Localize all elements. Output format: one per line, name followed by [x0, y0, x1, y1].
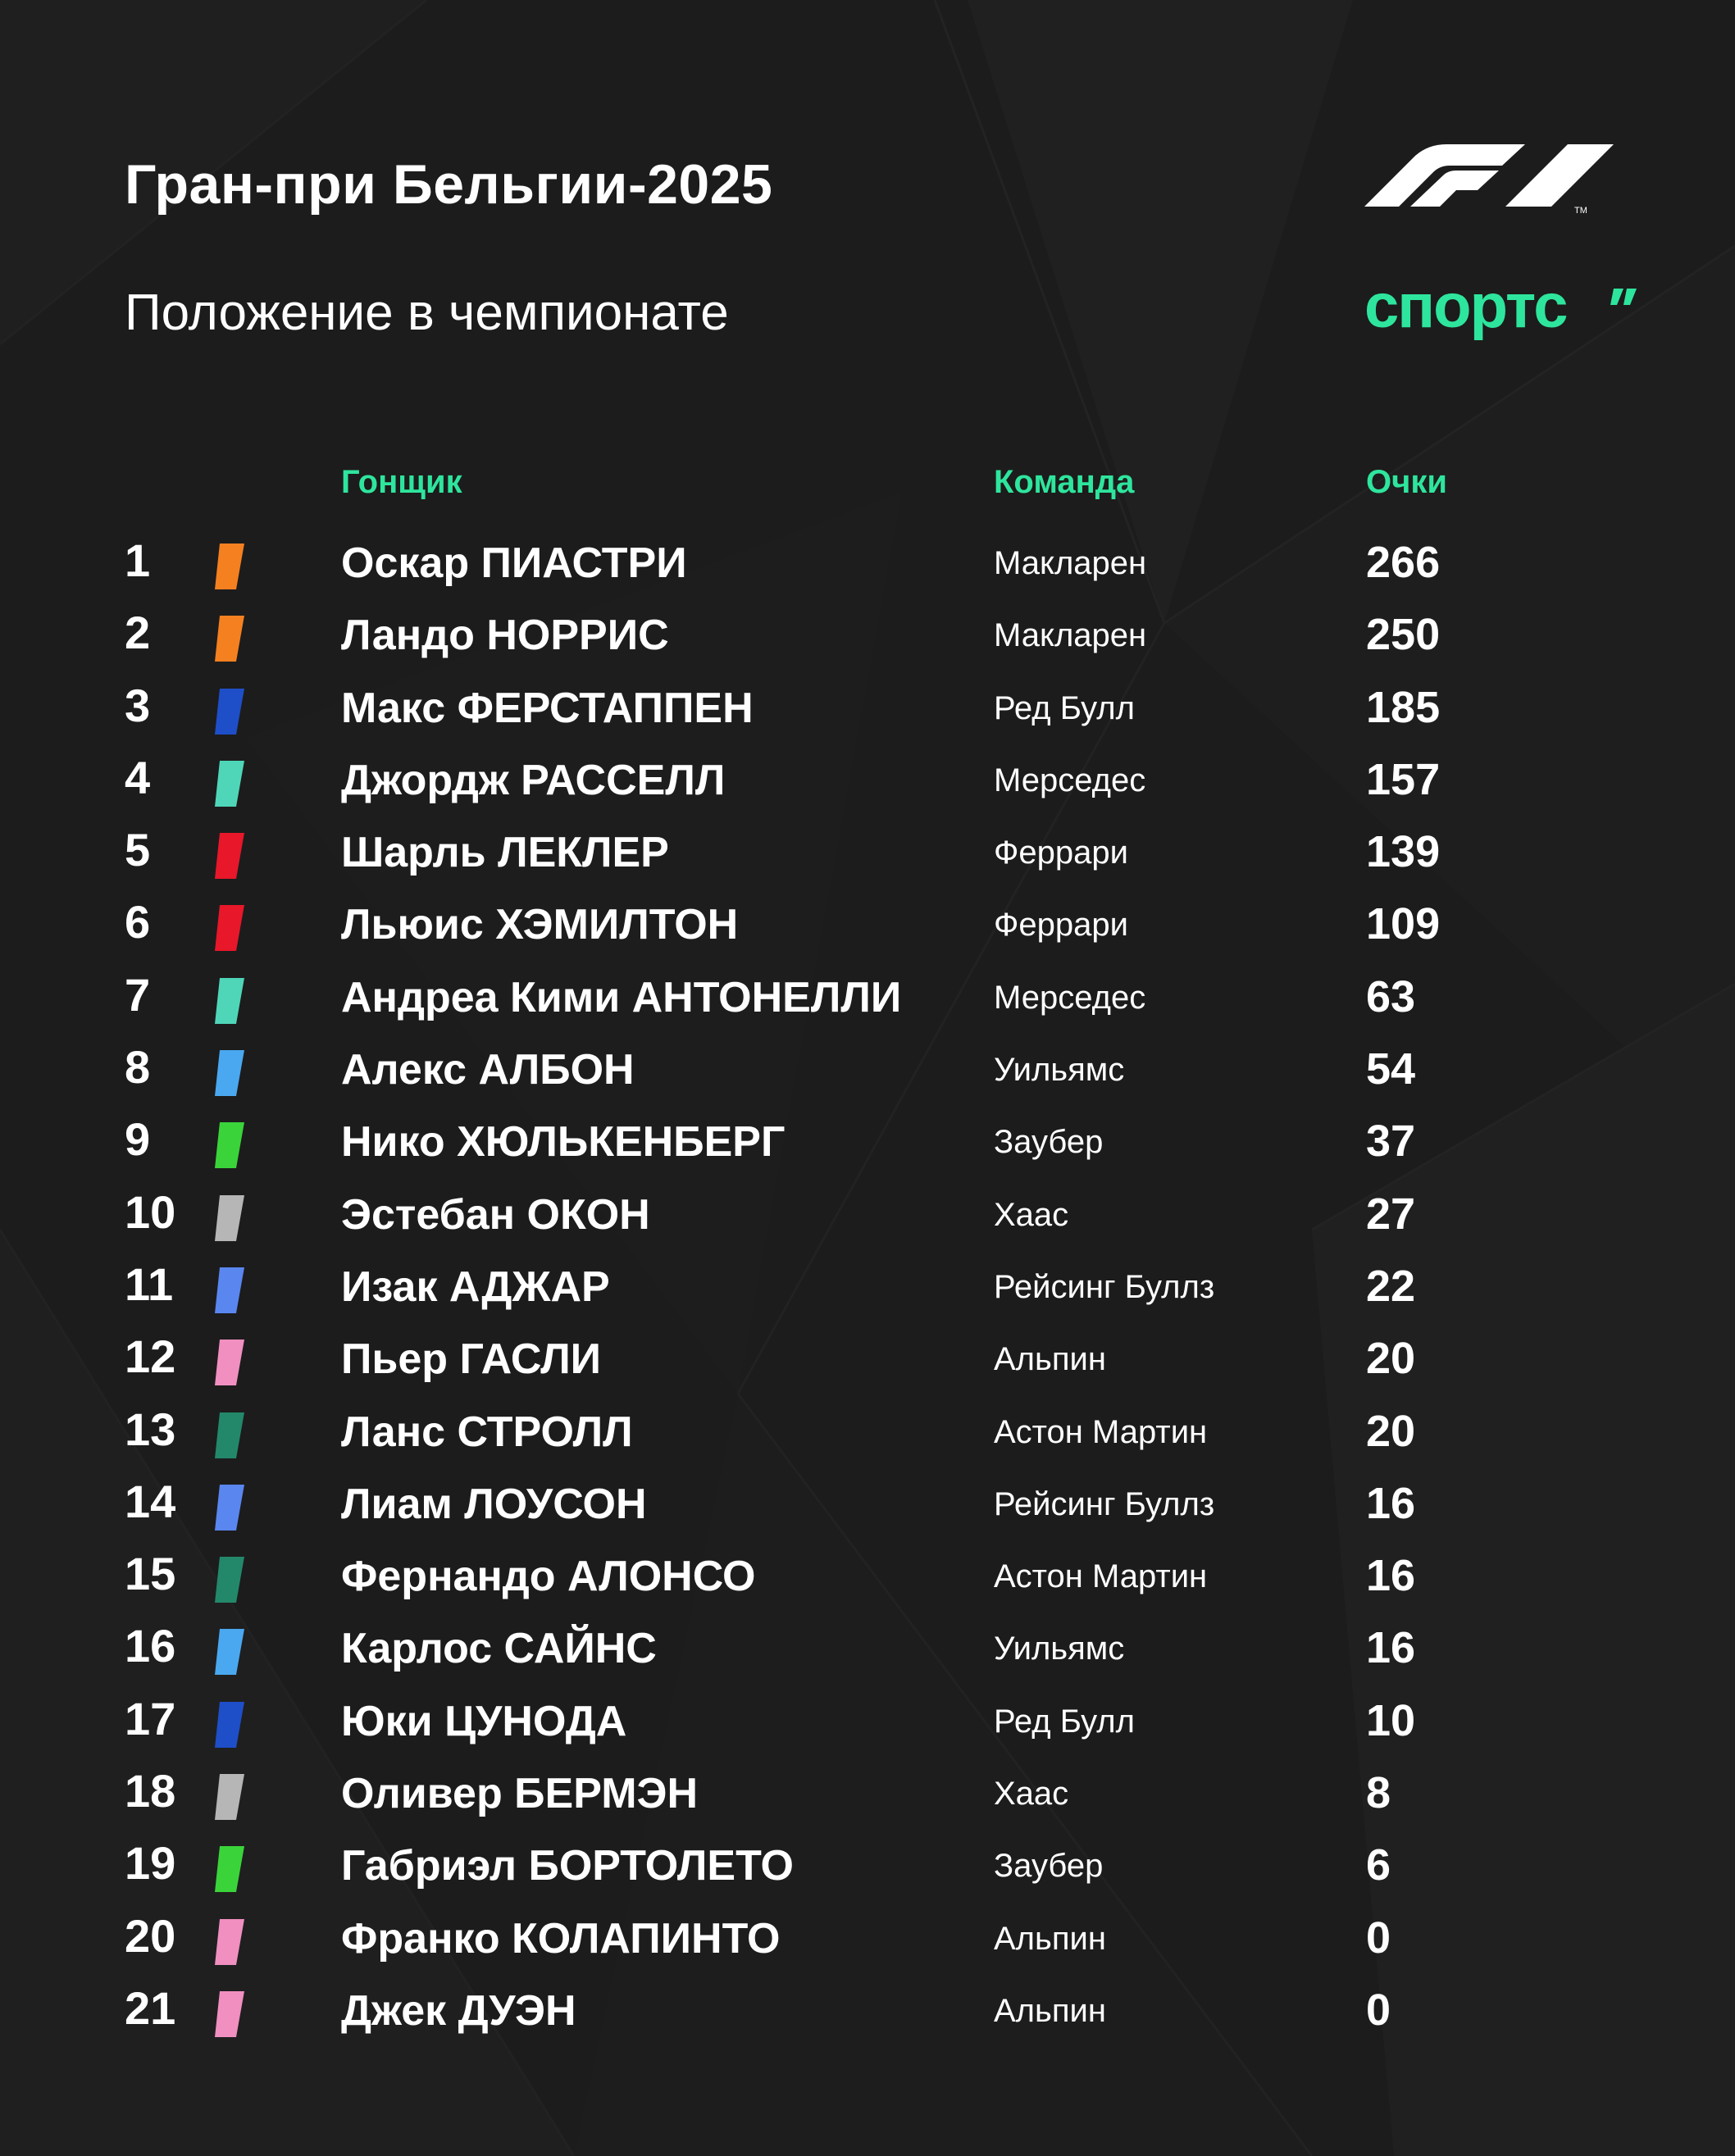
team-name: Феррари	[994, 835, 1128, 871]
points-value: 109	[1366, 899, 1441, 949]
team-color-shape	[215, 689, 244, 735]
position-number: 20	[125, 1909, 176, 1962]
team-color-shape	[215, 1919, 244, 1965]
table-row	[0, 818, 1735, 890]
column-header-points: Очки	[1366, 464, 1447, 500]
table-row	[0, 1904, 1735, 1976]
driver-name: Фернандо АЛОНСО	[341, 1553, 756, 1601]
driver-name: Оскар ПИАСТРИ	[341, 539, 687, 587]
driver-name: Лиам ЛОУСОН	[341, 1480, 647, 1528]
position-number: 12	[125, 1330, 176, 1383]
team-color-swatch	[215, 1050, 244, 1096]
table-row	[0, 1180, 1735, 1253]
points-value: 8	[1366, 1768, 1391, 1818]
position-number: 9	[125, 1113, 151, 1166]
team-color-shape	[215, 1991, 244, 2037]
team-color-shape	[215, 1485, 244, 1531]
team-color-swatch	[215, 616, 244, 662]
table-row	[0, 674, 1735, 746]
team-color-shape	[215, 761, 244, 807]
table-row	[0, 1759, 1735, 1831]
team-color-swatch	[215, 761, 244, 807]
table-row	[0, 1398, 1735, 1470]
points-value: 6	[1366, 1840, 1391, 1890]
team-color-swatch	[215, 1122, 244, 1168]
table-row	[0, 963, 1735, 1035]
position-number: 19	[125, 1837, 176, 1890]
position-number: 15	[125, 1548, 176, 1600]
team-color-shape	[215, 1050, 244, 1096]
driver-name: Алекс АЛБОН	[341, 1046, 635, 1094]
team-color-shape	[215, 1412, 244, 1458]
table-row	[0, 601, 1735, 673]
points-value: 54	[1366, 1044, 1416, 1094]
driver-name: Карлос САЙНС	[341, 1625, 657, 1673]
team-color-shape	[215, 544, 244, 589]
team-color-swatch	[215, 1702, 244, 1748]
position-number: 6	[125, 896, 151, 948]
team-name: Альпин	[994, 1920, 1106, 1957]
quote-mark-icon	[1610, 287, 1638, 315]
team-color-swatch	[215, 1774, 244, 1820]
team-color-swatch	[215, 1340, 244, 1385]
points-value: 266	[1366, 538, 1441, 587]
points-value: 250	[1366, 610, 1441, 660]
driver-name: Изак АДЖАР	[341, 1262, 610, 1311]
table-row	[0, 1035, 1735, 1108]
points-value: 27	[1366, 1189, 1416, 1239]
position-number: 10	[125, 1185, 176, 1238]
points-value: 0	[1366, 1985, 1391, 2035]
team-name: Хаас	[994, 1776, 1069, 1813]
page-title: Гран-при Бельгии-2025	[125, 153, 773, 216]
position-number: 2	[125, 607, 151, 659]
driver-name: Пьер ГАСЛИ	[341, 1335, 602, 1384]
team-color-shape	[215, 1340, 244, 1385]
position-number: 4	[125, 751, 151, 803]
points-value: 10	[1366, 1695, 1416, 1745]
position-number: 1	[125, 534, 151, 586]
position-number: 21	[125, 1981, 176, 2034]
driver-name: Макс ФЕРСТАППЕН	[341, 684, 754, 732]
driver-name: Оливер БЕРМЭН	[341, 1770, 699, 1818]
team-color-swatch	[215, 1846, 244, 1892]
team-color-swatch	[215, 689, 244, 735]
table-row	[0, 529, 1735, 601]
table-row	[0, 1108, 1735, 1180]
position-number: 16	[125, 1620, 176, 1672]
team-color-swatch	[215, 1412, 244, 1458]
points-value: 20	[1366, 1406, 1416, 1456]
team-color-shape	[215, 905, 244, 951]
team-color-swatch	[215, 1629, 244, 1675]
team-name: Уильямс	[994, 1052, 1125, 1089]
table-row	[0, 1976, 1735, 2049]
trademark-mark: TM	[1574, 206, 1587, 215]
position-number: 14	[125, 1475, 176, 1527]
team-color-swatch	[215, 1557, 244, 1603]
driver-name: Ландо НОРРИС	[341, 612, 669, 660]
driver-name: Ланс СТРОЛЛ	[341, 1408, 633, 1456]
team-name: Макларен	[994, 617, 1147, 654]
table-row	[0, 1470, 1735, 1542]
team-name: Ред Булл	[994, 1703, 1135, 1740]
driver-name: Франко КОЛАПИНТО	[341, 1914, 781, 1963]
driver-name: Нико ХЮЛЬКЕНБЕРГ	[341, 1118, 786, 1167]
table-row	[0, 746, 1735, 818]
f1-logo-icon	[1364, 141, 1619, 215]
team-color-swatch	[215, 833, 244, 879]
driver-name: Эстебан ОКОН	[341, 1190, 650, 1239]
standings-table	[0, 529, 1735, 2049]
driver-name: Андреа Кими АНТОНЕЛЛИ	[341, 973, 902, 1021]
points-value: 16	[1366, 1623, 1416, 1673]
table-row	[0, 1687, 1735, 1759]
points-value: 185	[1366, 682, 1441, 732]
team-color-swatch	[215, 1195, 244, 1241]
team-name: Хаас	[994, 1196, 1069, 1233]
team-color-swatch	[215, 544, 244, 589]
points-value: 63	[1366, 971, 1416, 1021]
team-color-swatch	[215, 1991, 244, 2037]
team-color-shape	[215, 616, 244, 662]
table-row	[0, 1325, 1735, 1397]
team-color-shape	[215, 978, 244, 1024]
team-color-shape	[215, 1122, 244, 1168]
team-name: Заубер	[994, 1848, 1104, 1885]
team-color-shape	[215, 833, 244, 879]
points-value: 16	[1366, 1551, 1416, 1601]
position-number: 7	[125, 968, 151, 1021]
points-value: 20	[1366, 1334, 1416, 1384]
points-value: 37	[1366, 1117, 1416, 1167]
column-header-driver: Гонщик	[341, 464, 462, 500]
table-row	[0, 890, 1735, 962]
position-number: 18	[125, 1765, 176, 1817]
points-value: 157	[1366, 754, 1441, 804]
team-name: Уильямс	[994, 1631, 1125, 1667]
team-color-shape	[215, 1702, 244, 1748]
team-color-shape	[215, 1557, 244, 1603]
position-number: 17	[125, 1692, 176, 1744]
team-name: Альпин	[994, 1341, 1106, 1378]
driver-name: Джордж РАССЕЛЛ	[341, 756, 726, 804]
points-value: 139	[1366, 827, 1441, 877]
team-color-swatch	[215, 1485, 244, 1531]
table-row	[0, 1614, 1735, 1686]
points-value: 16	[1366, 1478, 1416, 1528]
team-color-swatch	[215, 1267, 244, 1313]
team-color-swatch	[215, 905, 244, 951]
team-name: Рейсинг Буллз	[994, 1268, 1215, 1305]
team-color-shape	[215, 1629, 244, 1675]
driver-name: Юки ЦУНОДА	[341, 1697, 627, 1745]
team-color-shape	[215, 1846, 244, 1892]
team-name: Макларен	[994, 545, 1147, 581]
sports-brand-text: спортс	[1364, 271, 1567, 341]
driver-name: Льюис ХЭМИЛТОН	[341, 901, 739, 949]
page-subtitle: Положение в чемпионате	[125, 284, 729, 341]
table-row	[0, 1253, 1735, 1325]
driver-name: Джек ДУЭН	[341, 1986, 576, 2035]
team-name: Рейсинг Буллз	[994, 1485, 1215, 1522]
position-number: 13	[125, 1403, 176, 1455]
team-name: Заубер	[994, 1124, 1104, 1161]
points-value: 0	[1366, 1913, 1391, 1963]
team-name: Мерседес	[994, 762, 1146, 798]
position-number: 5	[125, 824, 151, 876]
driver-name: Габриэл БОРТОЛЕТО	[341, 1842, 794, 1890]
points-value: 22	[1366, 1261, 1416, 1311]
column-header-team: Команда	[994, 464, 1135, 500]
driver-name: Шарль ЛЕКЛЕР	[341, 829, 669, 877]
table-row	[0, 1831, 1735, 1904]
sports-brand-logo	[1364, 271, 1643, 348]
team-name: Альпин	[994, 1992, 1106, 2029]
position-number: 11	[125, 1258, 174, 1310]
position-number: 3	[125, 679, 151, 731]
team-color-swatch	[215, 1919, 244, 1965]
team-name: Ред Булл	[994, 689, 1135, 726]
team-name: Феррари	[994, 907, 1128, 944]
team-name: Астон Мартин	[994, 1558, 1208, 1595]
team-color-shape	[215, 1267, 244, 1313]
team-name: Мерседес	[994, 979, 1146, 1016]
team-color-swatch	[215, 978, 244, 1024]
team-name: Астон Мартин	[994, 1413, 1208, 1450]
table-row	[0, 1542, 1735, 1614]
team-color-shape	[215, 1774, 244, 1820]
team-color-shape	[215, 1195, 244, 1241]
position-number: 8	[125, 1041, 151, 1094]
